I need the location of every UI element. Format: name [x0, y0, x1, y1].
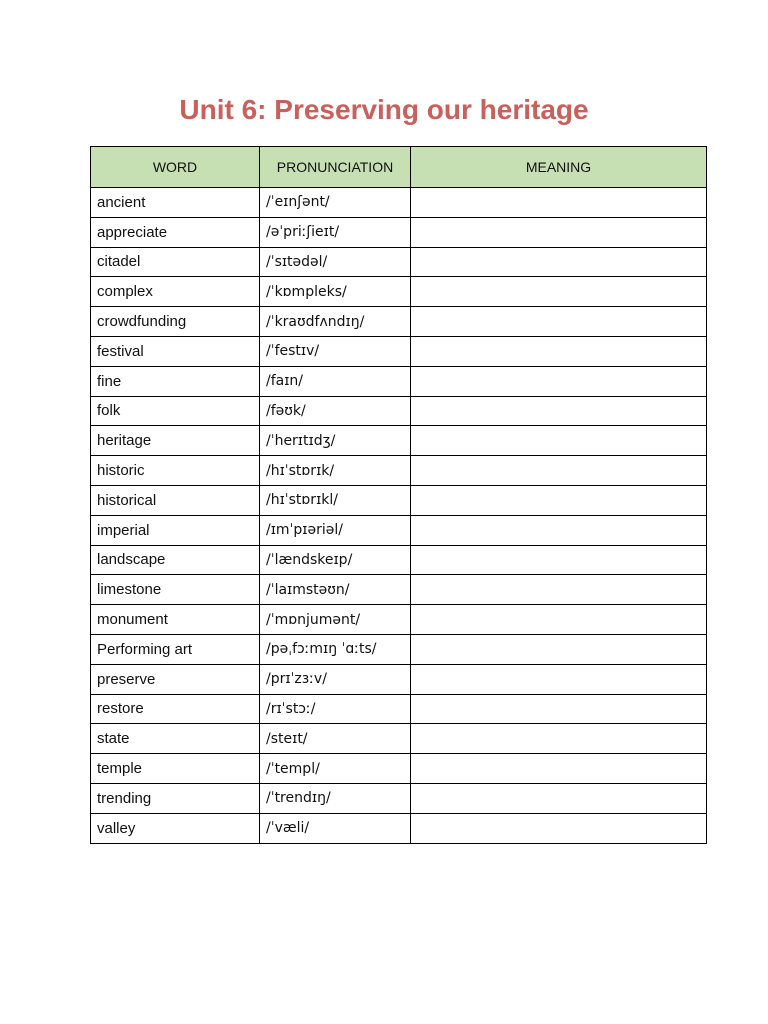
table-row [91, 783, 707, 813]
word-cell: monument [91, 605, 260, 635]
pronunciation-cell: /rɪˈstɔː/ [260, 694, 411, 724]
column-header-meaning: MEANING [411, 147, 707, 188]
page-title: Unit 6: Preserving our heritage [179, 94, 589, 125]
table-row [91, 575, 707, 605]
pronunciation-cell: /hɪˈstɒrɪkl/ [260, 485, 411, 515]
pronunciation-cell: /ˈlændskeɪp/ [260, 545, 411, 575]
table-row [91, 336, 707, 366]
meaning-cell [411, 485, 707, 515]
pronunciation-cell: /fəʊk/ [260, 396, 411, 426]
word-cell: citadel [91, 247, 260, 277]
table-row [91, 545, 707, 575]
word-cell: valley [91, 813, 260, 843]
table-body [91, 188, 707, 844]
pronunciation-cell: /ɪmˈpɪəriəl/ [260, 515, 411, 545]
pronunciation-cell: /ˈsɪtədəl/ [260, 247, 411, 277]
meaning-cell [411, 754, 707, 784]
word-cell: temple [91, 754, 260, 784]
column-header-pronunciation: PRONUNCIATION [260, 147, 411, 188]
pronunciation-cell: /hɪˈstɒrɪk/ [260, 456, 411, 486]
table-row [91, 366, 707, 396]
word-cell: appreciate [91, 217, 260, 247]
meaning-cell [411, 188, 707, 218]
header-row [91, 147, 707, 188]
word-cell: restore [91, 694, 260, 724]
table-row [91, 247, 707, 277]
meaning-cell [411, 336, 707, 366]
word-cell: complex [91, 277, 260, 307]
table-row [91, 694, 707, 724]
word-cell: limestone [91, 575, 260, 605]
pronunciation-cell: /ˈtrendɪŋ/ [260, 783, 411, 813]
meaning-cell [411, 217, 707, 247]
meaning-cell [411, 396, 707, 426]
table-row [91, 426, 707, 456]
column-header-word: WORD [91, 147, 260, 188]
vocabulary-table [90, 146, 707, 844]
pronunciation-cell: /əˈpriːʃieɪt/ [260, 217, 411, 247]
pronunciation-cell: /ˈeɪnʃənt/ [260, 188, 411, 218]
word-cell: crowdfunding [91, 307, 260, 337]
pronunciation-cell: /ˈkraʊdfʌndɪŋ/ [260, 307, 411, 337]
meaning-cell [411, 426, 707, 456]
meaning-cell [411, 247, 707, 277]
meaning-cell [411, 813, 707, 843]
word-cell: historic [91, 456, 260, 486]
pronunciation-cell: /steɪt/ [260, 724, 411, 754]
pronunciation-cell: /ˈfestɪv/ [260, 336, 411, 366]
word-cell: Performing art [91, 634, 260, 664]
pronunciation-cell: /prɪˈzɜːv/ [260, 664, 411, 694]
table-row [91, 515, 707, 545]
pronunciation-cell: /faɪn/ [260, 366, 411, 396]
pronunciation-cell: /ˈkɒmpleks/ [260, 277, 411, 307]
table-header [91, 147, 707, 188]
meaning-cell [411, 545, 707, 575]
word-cell: landscape [91, 545, 260, 575]
pronunciation-cell: /ˈvæli/ [260, 813, 411, 843]
table-row [91, 217, 707, 247]
meaning-cell [411, 783, 707, 813]
meaning-cell [411, 634, 707, 664]
table-row [91, 188, 707, 218]
word-cell: festival [91, 336, 260, 366]
meaning-cell [411, 724, 707, 754]
pronunciation-cell: /ˈmɒnjumənt/ [260, 605, 411, 635]
table-row [91, 813, 707, 843]
meaning-cell [411, 664, 707, 694]
meaning-cell [411, 694, 707, 724]
meaning-cell [411, 277, 707, 307]
meaning-cell [411, 366, 707, 396]
pronunciation-cell: /pəˌfɔːmɪŋ ˈɑːts/ [260, 634, 411, 664]
pronunciation-cell: /ˈlaɪmstəʊn/ [260, 575, 411, 605]
meaning-cell [411, 307, 707, 337]
table-row [91, 485, 707, 515]
word-cell: fine [91, 366, 260, 396]
table-row [91, 724, 707, 754]
meaning-cell [411, 605, 707, 635]
word-cell: trending [91, 783, 260, 813]
table-row [91, 277, 707, 307]
table-row [91, 456, 707, 486]
word-cell: historical [91, 485, 260, 515]
word-cell: preserve [91, 664, 260, 694]
table-row [91, 754, 707, 784]
word-cell: imperial [91, 515, 260, 545]
pronunciation-cell: /ˈtempl/ [260, 754, 411, 784]
word-cell: folk [91, 396, 260, 426]
meaning-cell [411, 515, 707, 545]
meaning-cell [411, 456, 707, 486]
table-row [91, 634, 707, 664]
table-row [91, 664, 707, 694]
table-row [91, 605, 707, 635]
word-cell: ancient [91, 188, 260, 218]
pronunciation-cell: /ˈherɪtɪdʒ/ [260, 426, 411, 456]
word-cell: state [91, 724, 260, 754]
table-row [91, 396, 707, 426]
meaning-cell [411, 575, 707, 605]
word-cell: heritage [91, 426, 260, 456]
table-row [91, 307, 707, 337]
